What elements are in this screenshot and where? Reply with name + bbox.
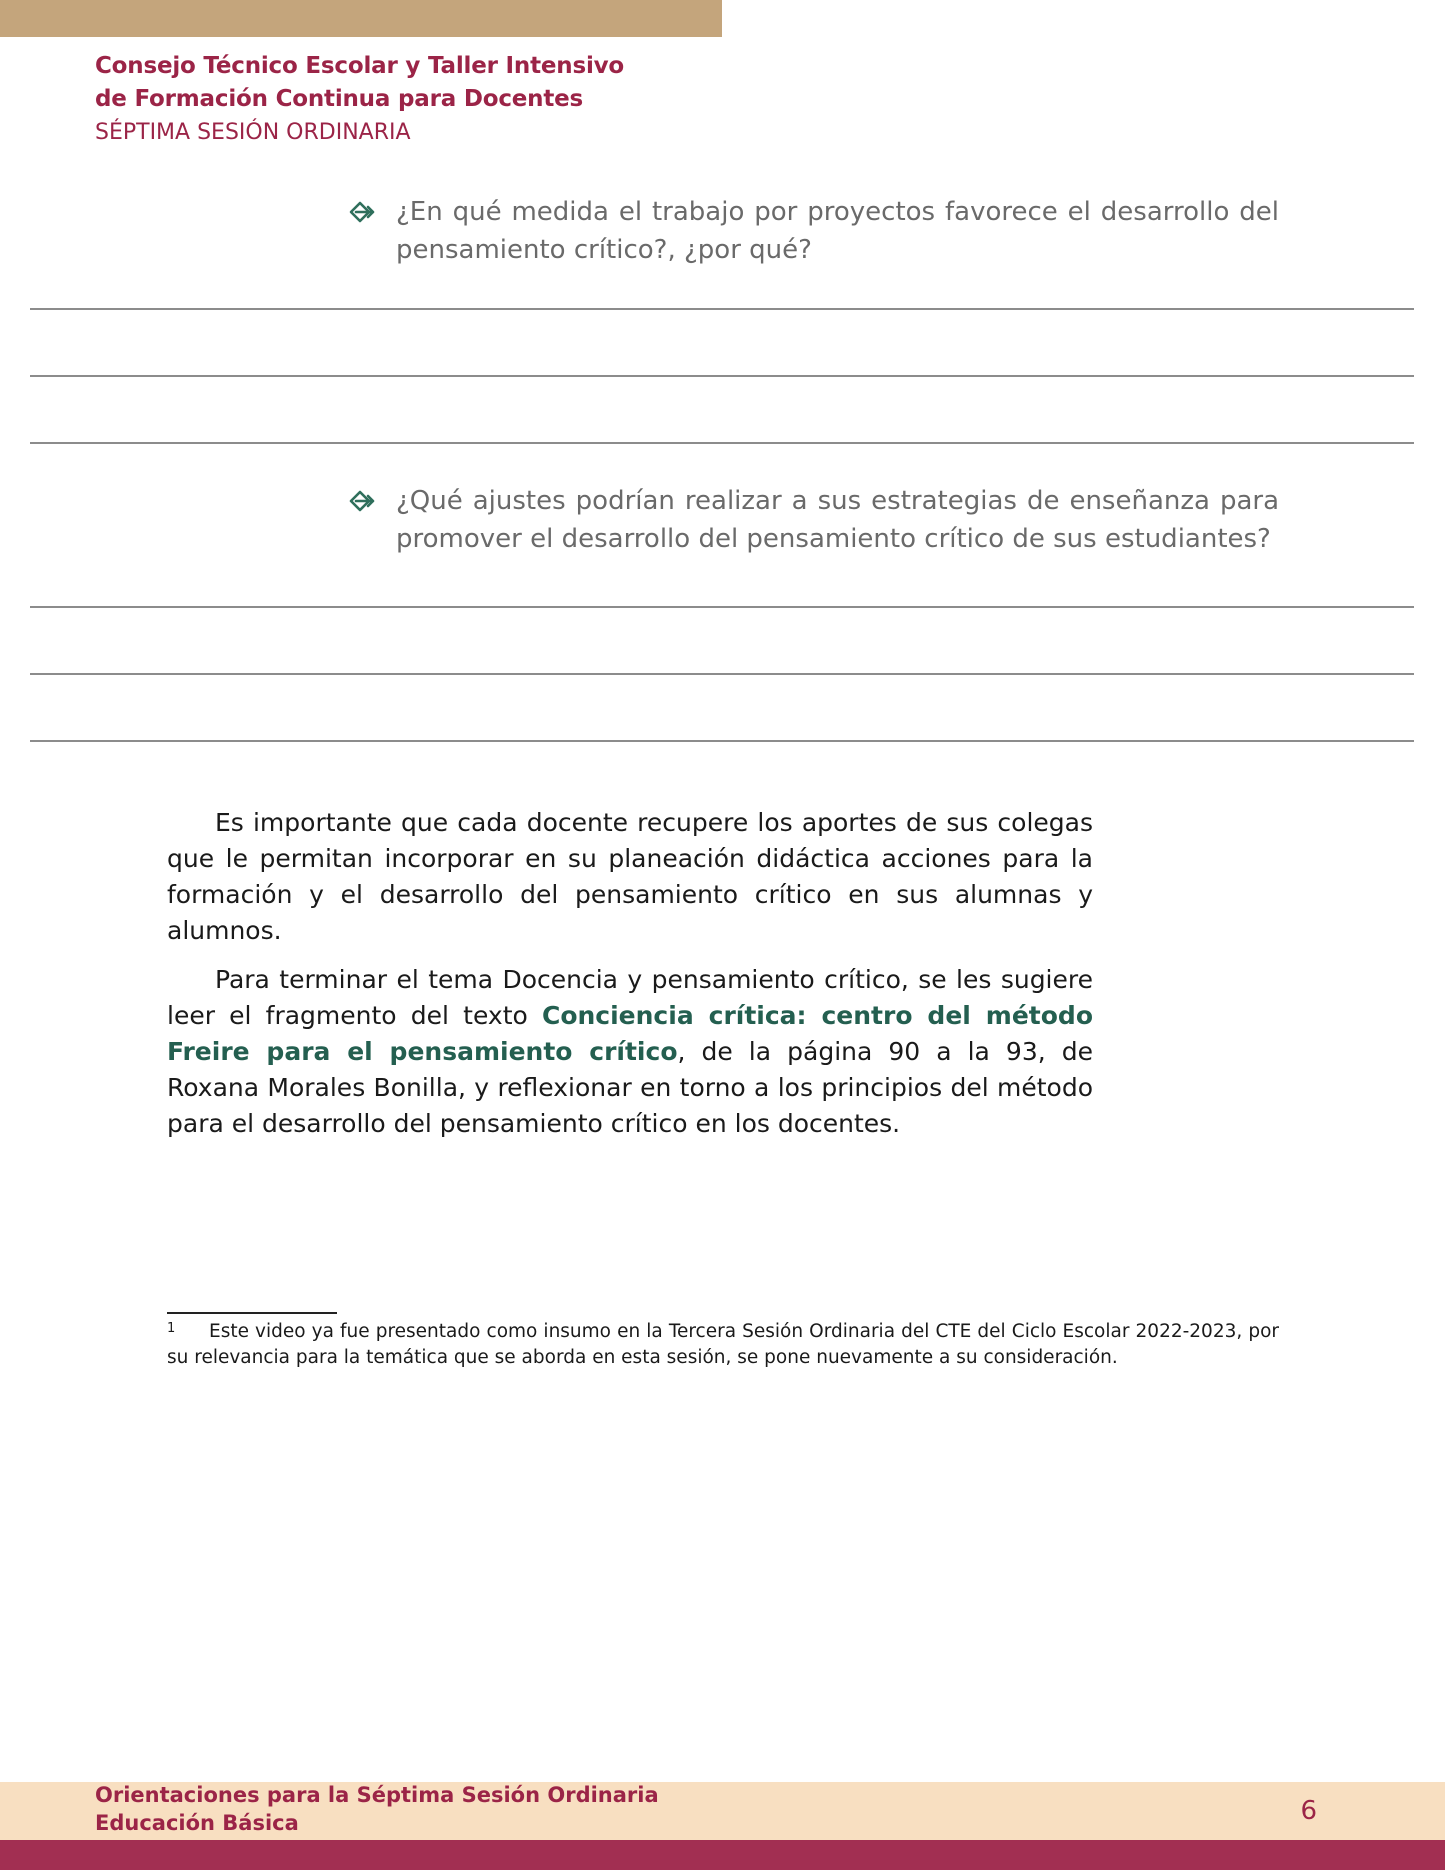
text-reference: Conciencia crítica: centro del método Freire para el pensamiento crítico <box>167 1001 1093 1066</box>
footer-line-2: Educación Básica <box>95 1811 299 1835</box>
question-item-2 <box>349 482 1279 558</box>
header-title-line-2: de Formación Continua para Docentes <box>95 86 584 112</box>
header-session-label: SÉPTIMA SESIÓN ORDINARIA <box>95 120 411 145</box>
paragraph-2 <box>167 962 1093 1142</box>
header-title-line-1: Consejo Técnico Escolar y Taller Intensivo <box>95 53 625 79</box>
answer-line <box>30 375 1414 377</box>
footnote-divider <box>167 1312 337 1314</box>
footer-bar <box>0 1840 1445 1870</box>
footnote-number: 1 <box>167 1321 176 1336</box>
diamond-arrow-icon <box>349 201 375 223</box>
top-decorative-bar <box>0 0 722 37</box>
diamond-arrow-icon <box>349 490 375 512</box>
footer-line-1: Orientaciones para la Séptima Sesión Ordinaria <box>95 1783 659 1807</box>
answer-line <box>30 673 1414 675</box>
answer-line <box>30 740 1414 742</box>
paragraph-1: Es importante que cada docente recupere los aportes de sus colegas que le permitan incorporar en su planeación didáctica acciones para la formación y el desarrollo del pensamiento crítico en sus alumnas y alumnos. <box>167 808 1093 945</box>
footnote <box>167 1319 1279 1371</box>
question-item-1 <box>349 193 1279 269</box>
body-text <box>167 805 1093 1155</box>
question-text-1: ¿En qué medida el trabajo por proyectos favorece el desarrollo del pensamiento crítico?, ¿por qué? <box>396 197 1279 265</box>
question-text-2: ¿Qué ajustes podrían realizar a sus estrategias de enseñanza para promover el desarrollo del pensamiento crítico de sus estudiantes? <box>396 486 1279 554</box>
footnote-text: Este video ya fue presentado como insumo en la Tercera Sesión Ordinaria del CTE del Ciclo Escolar 2022-2023, por su relevancia para la temática que se aborda en esta sesión, se pone nuevamente a su consideración. <box>167 1321 1279 1368</box>
paragraph-2-intro: Para terminar el tema Docencia y pensamiento crítico, se les sugiere leer el fragmento del texto <box>167 965 1093 1030</box>
answer-line <box>30 442 1414 444</box>
footer-title <box>95 1781 659 1837</box>
paragraph-2-rest: , de la página 90 a la 93, de Roxana Morales Bonilla, y reflexionar en torno a los principios del método para el desarrollo del pensamiento crítico en los docentes. <box>167 1037 1093 1138</box>
answer-line <box>30 308 1414 310</box>
page-header <box>95 50 795 149</box>
page-number: 6 <box>1300 1796 1317 1826</box>
answer-line <box>30 606 1414 608</box>
